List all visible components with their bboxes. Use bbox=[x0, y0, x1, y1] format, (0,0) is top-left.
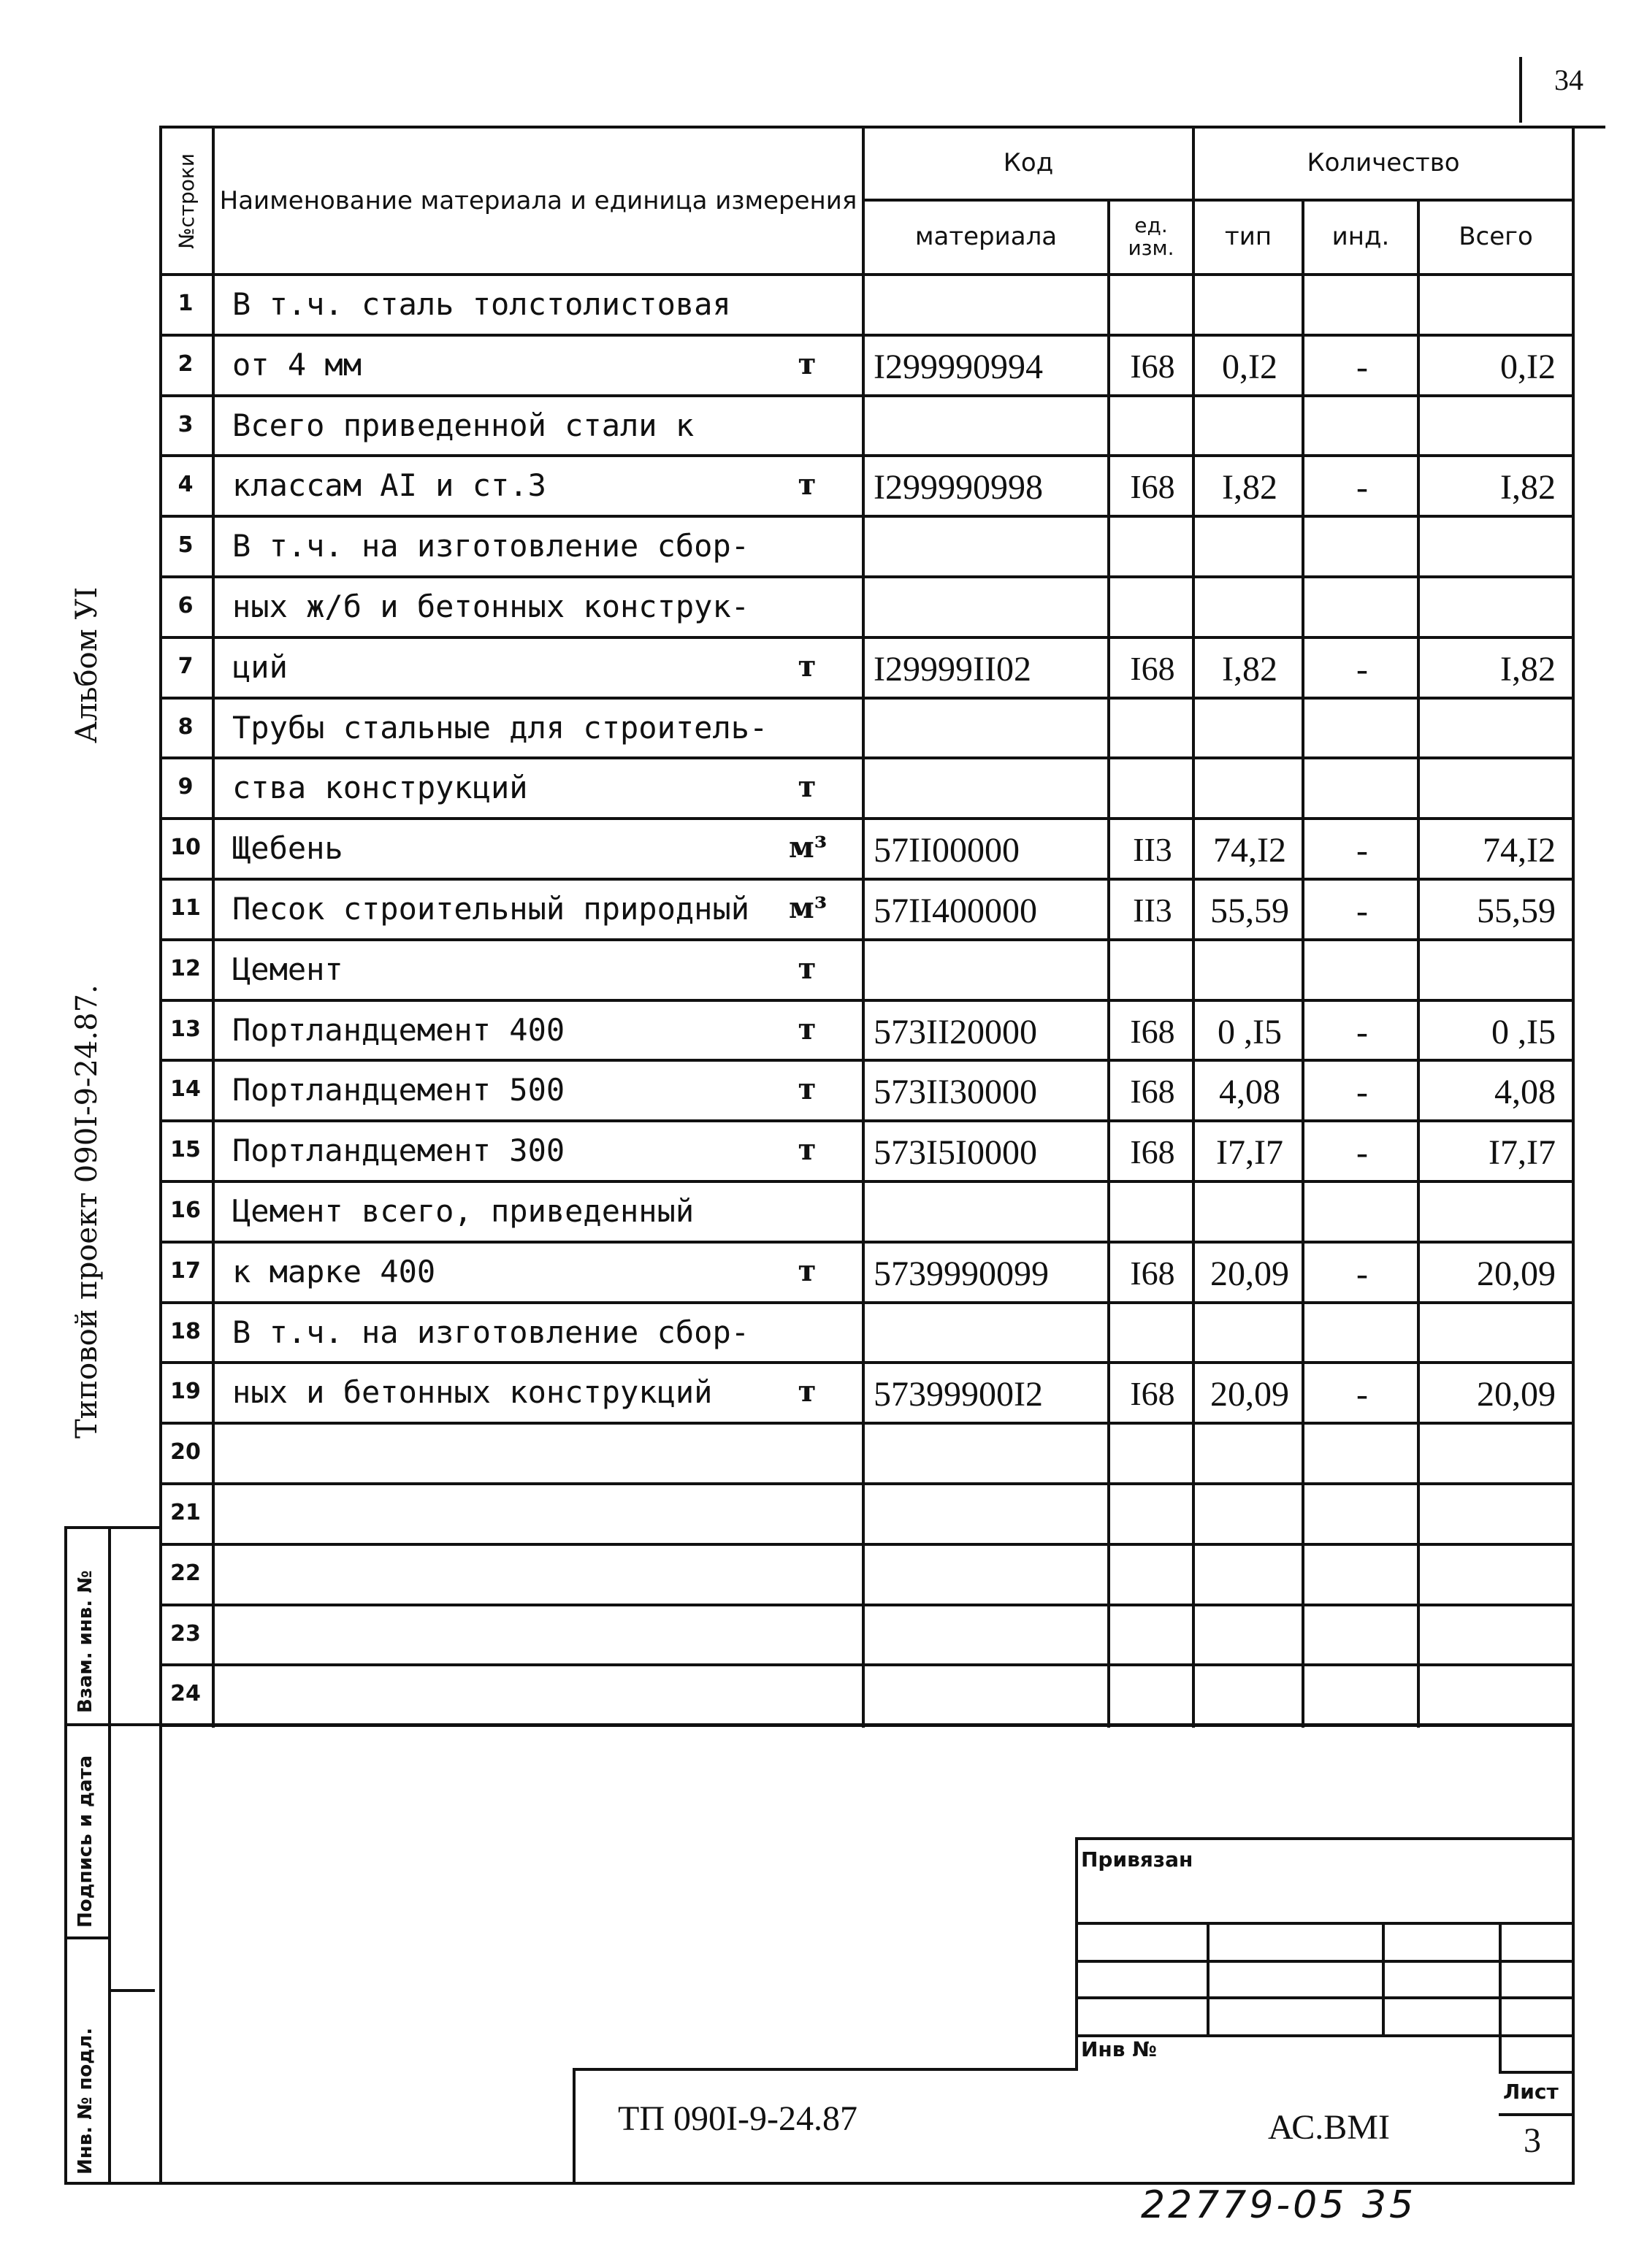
header-row-number: №строки bbox=[174, 153, 199, 249]
material-code-cell: 573I5I0000 bbox=[874, 1133, 1037, 1173]
stamp-left-border bbox=[64, 1526, 67, 2183]
unit-cell: м³ bbox=[789, 830, 828, 865]
row-divider bbox=[159, 636, 1575, 639]
quantity-type-cell: 4,08 bbox=[1219, 1073, 1280, 1112]
header-bottom-line bbox=[159, 273, 1575, 276]
unit-code-cell: II3 bbox=[1133, 892, 1172, 929]
page-number: 34 bbox=[1554, 64, 1583, 96]
quantity-total-cell: I,82 bbox=[1500, 468, 1556, 507]
doc-mark: АС.ВМI bbox=[1268, 2108, 1390, 2147]
unit-code-cell: I68 bbox=[1130, 1375, 1175, 1413]
row-divider bbox=[159, 515, 1575, 518]
header-code: Код bbox=[1003, 148, 1054, 178]
material-name-cell: от 4 мм bbox=[232, 346, 362, 383]
header-material-name: Наименование материала и единица измерения bbox=[219, 186, 857, 216]
unit-cell: т bbox=[798, 1072, 817, 1107]
row-divider bbox=[159, 878, 1575, 881]
quantity-type-cell: I,82 bbox=[1222, 468, 1277, 507]
tb-col-2 bbox=[1382, 1922, 1385, 2034]
row-divider bbox=[159, 334, 1575, 337]
quantity-total-cell: 4,08 bbox=[1494, 1073, 1556, 1112]
stamp-vzam-inv: Взам. инв. № bbox=[74, 1570, 96, 1713]
unit-cell: т bbox=[798, 1374, 817, 1409]
quantity-individual-cell: - bbox=[1356, 347, 1368, 386]
row-divider bbox=[159, 817, 1575, 820]
row-divider bbox=[159, 1422, 1575, 1425]
row-divider bbox=[159, 575, 1575, 578]
row-divider bbox=[159, 1361, 1575, 1364]
material-code-cell: I299990998 bbox=[874, 468, 1043, 507]
material-name-cell: ных и бетонных конструкций bbox=[232, 1374, 713, 1411]
row-number: 4 bbox=[177, 472, 194, 498]
stamp-line-3 bbox=[108, 1989, 155, 1992]
side-album-label: Альбом УI bbox=[70, 586, 104, 743]
row-divider bbox=[159, 454, 1575, 457]
material-code-cell: 57II400000 bbox=[874, 892, 1037, 930]
quantity-type-cell: 0,I2 bbox=[1222, 347, 1277, 386]
tb-list-top bbox=[1499, 2071, 1573, 2074]
col-line-tip bbox=[1302, 199, 1304, 1728]
row-number: 9 bbox=[177, 774, 194, 800]
tb-col-3 bbox=[1499, 1922, 1502, 2071]
row-number: 15 bbox=[170, 1137, 201, 1163]
unit-cell: т bbox=[798, 648, 817, 683]
quantity-individual-cell: - bbox=[1356, 649, 1368, 689]
material-code-cell: 573II20000 bbox=[874, 1012, 1037, 1051]
material-name-cell: ства конструкций bbox=[232, 770, 528, 806]
row-divider bbox=[159, 1059, 1575, 1062]
material-name-cell: Щебень bbox=[232, 830, 343, 867]
row-number: 21 bbox=[170, 1500, 201, 1525]
row-number: 3 bbox=[177, 411, 194, 437]
header-type: тип bbox=[1224, 222, 1272, 252]
row-number: 24 bbox=[170, 1681, 201, 1707]
row-number: 8 bbox=[177, 713, 194, 740]
unit-cell: т bbox=[798, 770, 817, 805]
unit-cell: м³ bbox=[789, 891, 828, 925]
header-quantity: Количество bbox=[1307, 148, 1460, 178]
side-project-label: Типовой проект 090I-9-24.87. bbox=[70, 984, 104, 1438]
row-divider bbox=[159, 394, 1575, 397]
material-name-cell: Трубы стальные для строитель- bbox=[232, 709, 768, 746]
row-number: 18 bbox=[170, 1318, 201, 1344]
tb-main-top bbox=[573, 2068, 1077, 2071]
row-number: 12 bbox=[170, 955, 201, 981]
unit-code-cell: I68 bbox=[1130, 1254, 1175, 1292]
col-line-ind bbox=[1417, 199, 1420, 1728]
quantity-individual-cell: - bbox=[1356, 1375, 1368, 1414]
quantity-type-cell: 55,59 bbox=[1210, 892, 1289, 930]
stamp-top-line bbox=[64, 1526, 159, 1529]
row-number: 23 bbox=[170, 1620, 201, 1647]
unit-code-cell: I68 bbox=[1130, 1012, 1175, 1050]
quantity-type-cell: I,82 bbox=[1222, 649, 1277, 689]
row-number: 19 bbox=[170, 1379, 201, 1405]
quantity-individual-cell: - bbox=[1356, 1073, 1368, 1112]
quantity-type-cell: 20,09 bbox=[1210, 1254, 1289, 1293]
stamp-podpis-data: Подпись и дата bbox=[74, 1755, 96, 1928]
material-code-cell: 57399900I2 bbox=[874, 1375, 1043, 1414]
material-name-cell: Цемент bbox=[232, 951, 343, 987]
quantity-individual-cell: - bbox=[1356, 1133, 1368, 1173]
quantity-total-cell: I,82 bbox=[1500, 649, 1556, 689]
quantity-total-cell: 20,09 bbox=[1477, 1375, 1556, 1414]
row-divider bbox=[159, 1180, 1575, 1183]
unit-cell: т bbox=[798, 1011, 817, 1046]
stamp-line-2 bbox=[64, 1936, 111, 1939]
quantity-individual-cell: - bbox=[1356, 468, 1368, 507]
bottom-note: 22779-05 35 bbox=[1141, 2183, 1417, 2227]
unit-code-cell: I68 bbox=[1130, 1073, 1175, 1111]
row-number: 13 bbox=[170, 1016, 201, 1042]
unit-cell: т bbox=[798, 1133, 817, 1168]
quantity-total-cell: 55,59 bbox=[1477, 892, 1556, 930]
stamp-inv-podl: Инв. № подл. bbox=[74, 2027, 96, 2175]
quantity-type-cell: 20,09 bbox=[1210, 1375, 1289, 1414]
row-number: 20 bbox=[170, 1439, 201, 1466]
row-divider bbox=[159, 756, 1575, 759]
material-name-cell: ных ж/б и бетонных конструк- bbox=[232, 589, 750, 624]
unit-cell: т bbox=[798, 346, 817, 381]
quantity-type-cell: 74,I2 bbox=[1213, 831, 1286, 870]
row-number: 10 bbox=[170, 835, 201, 861]
header-unit-of-measure: ед. изм. bbox=[1128, 213, 1174, 260]
row-number: 5 bbox=[177, 532, 194, 559]
row-number: 14 bbox=[170, 1076, 201, 1103]
tb-list-mid bbox=[1499, 2113, 1573, 2116]
quantity-total-cell: 20,09 bbox=[1477, 1254, 1556, 1293]
col-line-code bbox=[1107, 199, 1110, 1728]
material-name-cell: Портландцемент 500 bbox=[232, 1072, 565, 1108]
row-divider bbox=[159, 1482, 1575, 1485]
material-code-cell: 573II30000 bbox=[874, 1073, 1037, 1112]
inv-no-label: Инв № bbox=[1081, 2037, 1157, 2061]
doc-code: ТП 090I-9-24.87 bbox=[618, 2099, 857, 2138]
unit-code-cell: I68 bbox=[1130, 1133, 1175, 1171]
material-name-cell: классам AI и ст.3 bbox=[232, 467, 546, 504]
material-code-cell: I29999II02 bbox=[874, 649, 1031, 689]
row-divider bbox=[159, 938, 1575, 941]
row-number: 1 bbox=[177, 291, 194, 316]
row-divider bbox=[159, 999, 1575, 1002]
quantity-total-cell: I7,I7 bbox=[1489, 1133, 1556, 1173]
material-name-cell: ций bbox=[232, 648, 288, 685]
material-name-cell: Песок строительный природный bbox=[232, 891, 750, 927]
quantity-individual-cell: - bbox=[1356, 1012, 1368, 1051]
material-name-cell: к марке 400 bbox=[232, 1253, 436, 1290]
material-name-cell: Цемент всего, приведенный bbox=[232, 1193, 695, 1229]
stamp-inner-border bbox=[108, 1526, 111, 2183]
material-name-cell: В т.ч. сталь толстолистовая bbox=[232, 286, 731, 322]
row-number: 11 bbox=[170, 895, 201, 921]
unit-cell: т bbox=[798, 1253, 817, 1288]
row-divider bbox=[159, 1119, 1575, 1122]
quantity-individual-cell: - bbox=[1356, 1254, 1368, 1293]
header-total: Всего bbox=[1459, 222, 1533, 252]
unit-code-cell: I68 bbox=[1130, 347, 1175, 385]
row-divider bbox=[159, 697, 1575, 700]
header-material: материала bbox=[914, 222, 1058, 252]
row-number: 6 bbox=[177, 593, 194, 618]
row-divider bbox=[159, 1543, 1575, 1546]
material-code-cell: 5739990099 bbox=[874, 1254, 1049, 1293]
unit-code-cell: II3 bbox=[1133, 831, 1172, 869]
row-divider bbox=[159, 1241, 1575, 1244]
row-divider bbox=[159, 1301, 1575, 1304]
tb-top-line bbox=[1075, 1837, 1573, 1840]
row-number: 2 bbox=[177, 350, 194, 377]
table-right-border bbox=[1572, 126, 1575, 2185]
unit-code-cell: I68 bbox=[1130, 468, 1175, 506]
privyazan-label: Привязан bbox=[1081, 1847, 1193, 1872]
quantity-total-cell: 74,I2 bbox=[1483, 831, 1556, 870]
unit-cell: т bbox=[798, 467, 817, 502]
tb-main-left bbox=[573, 2068, 576, 2185]
material-name-cell: Всего приведенной стали к bbox=[232, 407, 695, 443]
row-divider bbox=[159, 1663, 1575, 1666]
row-number: 7 bbox=[177, 653, 194, 679]
material-code-cell: I299990994 bbox=[874, 347, 1043, 386]
row-number: 22 bbox=[170, 1560, 201, 1586]
tb-col-1 bbox=[1207, 1922, 1210, 2034]
material-name-cell: Портландцемент 400 bbox=[232, 1011, 565, 1048]
quantity-type-cell: 0 ,I5 bbox=[1218, 1012, 1282, 1051]
row-number: 16 bbox=[170, 1198, 201, 1223]
unit-cell: т bbox=[798, 951, 817, 986]
material-name-cell: В т.ч. на изготовление сбор- bbox=[232, 1314, 750, 1350]
quantity-type-cell: I7,I7 bbox=[1216, 1133, 1283, 1173]
quantity-individual-cell: - bbox=[1356, 831, 1368, 870]
quantity-total-cell: 0 ,I5 bbox=[1491, 1012, 1556, 1051]
unit-code-cell: I68 bbox=[1130, 649, 1175, 687]
row-divider bbox=[159, 1604, 1575, 1606]
material-name-cell: В т.ч. на изготовление сбор- bbox=[232, 528, 750, 564]
row-number: 17 bbox=[170, 1257, 201, 1284]
col-line-name bbox=[862, 126, 865, 1728]
list-label: Лист bbox=[1503, 2080, 1559, 2104]
material-code-cell: 57II00000 bbox=[874, 831, 1020, 870]
quantity-total-cell: 0,I2 bbox=[1500, 347, 1556, 386]
stamp-line-1 bbox=[64, 1723, 1573, 1726]
material-name-cell: Портландцемент 300 bbox=[232, 1133, 565, 1169]
header-individual: инд. bbox=[1331, 222, 1390, 252]
col-line-rowno bbox=[212, 126, 215, 1728]
quantity-individual-cell: - bbox=[1356, 892, 1368, 930]
page-number-rule bbox=[1519, 57, 1522, 123]
list-value: 3 bbox=[1524, 2121, 1541, 2160]
